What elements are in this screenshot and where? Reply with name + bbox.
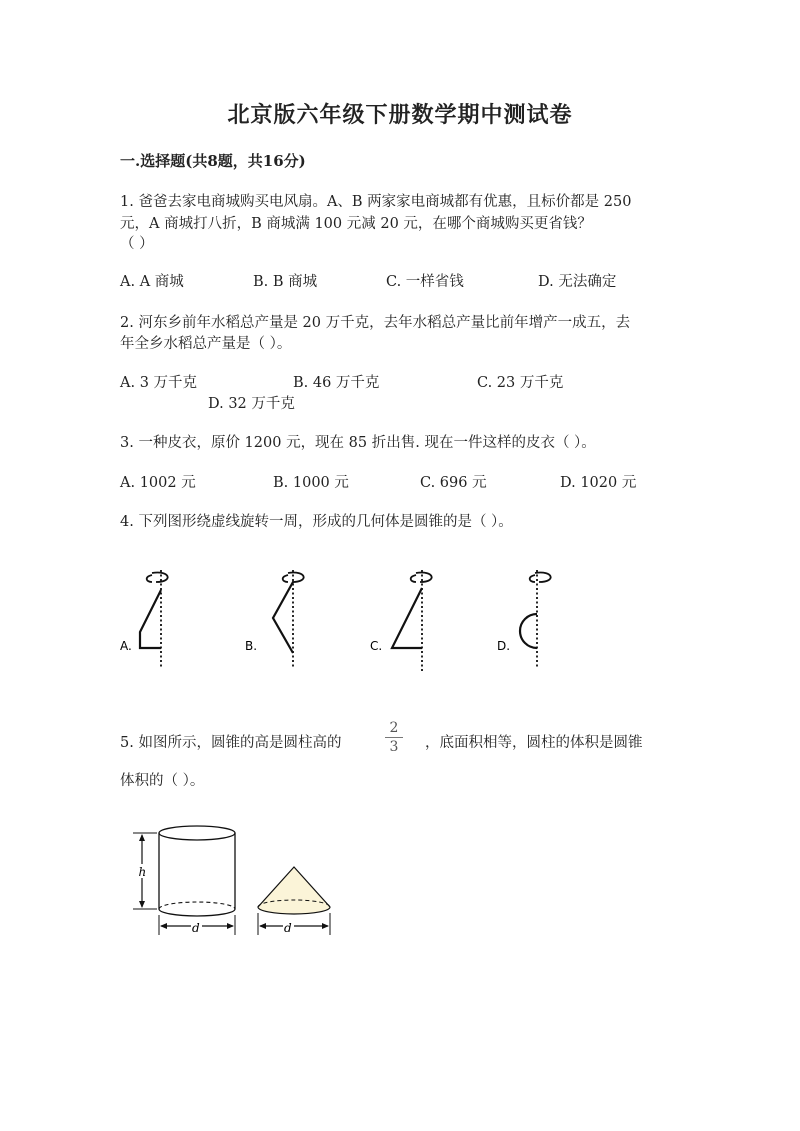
q1-option-c: C. 一样省钱 [386, 274, 464, 290]
q3-option-b: B. 1000 元 [273, 475, 349, 491]
q3-option-d: D. 1020 元 [560, 475, 637, 491]
q5-cylinder-cone-figure [125, 823, 345, 943]
q2-option-d: D. 32 万千克 [208, 396, 295, 412]
q2-option-a: A. 3 万千克 [120, 375, 198, 391]
q2-line2: 年全乡水稻总产量是（ ）。 [120, 336, 292, 352]
q4-line1: 4. 下列图形绕虚线旋转一周，形成的几何体是圆锥的是（ ）。 [120, 514, 513, 530]
q3-option-a: A. 1002 元 [120, 475, 196, 491]
q5-fraction-bar [385, 737, 403, 738]
q4-figure-d [495, 568, 565, 678]
q2-option-b: B. 46 万千克 [293, 375, 380, 391]
q4-label-d: D. [497, 639, 511, 653]
q1-option-b: B. B 商城 [253, 274, 318, 290]
q3-line1: 3. 一种皮衣，原价 1200 元，现在 85 折出售. 现在一件这样的皮衣（ ）。 [120, 435, 596, 451]
q1-line2: 元，A 商城打八折，B 商城满 100 元减 20 元，在哪个商城购买更省钱？ [120, 216, 592, 232]
q5-label-d-cone: d [284, 921, 292, 935]
q5-line2: 体积的（ ）。 [120, 773, 205, 789]
q4-label-a: A. [120, 639, 132, 653]
q5-label-h: h [138, 865, 147, 879]
section-heading: 一.选择题(共8题，共16分) [120, 152, 306, 170]
q5-line1-end: ，底面积相等，圆柱的体积是圆锥 [425, 735, 643, 751]
q4-figure-b [243, 568, 313, 678]
q4-label-c: C. [370, 639, 383, 653]
q2-line1: 2. 河东乡前年水稻总产量是 20 万千克，去年水稻总产量比前年增产一成五，去 [120, 315, 631, 331]
q1-option-a: A. A 商城 [120, 274, 184, 290]
q5-line1-start: 5. 如图所示，圆锥的高是圆柱高的 [120, 735, 342, 751]
q1-line1: 1. 爸爸去家电商城购买电风扇。A、B 两家家电商城都有优惠，且标价都是 250 [120, 194, 632, 210]
page-title: 北京版六年级下册数学期中测试卷 [227, 102, 573, 128]
q4-figure-a [118, 568, 178, 678]
q1-line3: （ ） [120, 236, 154, 252]
q4-figure-c [368, 568, 438, 678]
q5-label-d-cylinder: d [192, 921, 200, 935]
q4-label-b: B. [245, 639, 258, 653]
q1-option-d: D. 无法确定 [538, 274, 617, 290]
q5-fraction-numerator: 2 [389, 720, 399, 736]
q5-fraction-denominator: 3 [389, 739, 399, 755]
q2-option-c: C. 23 万千克 [477, 375, 564, 391]
q5-fraction [383, 720, 405, 755]
q3-option-c: C. 696 元 [420, 475, 487, 491]
